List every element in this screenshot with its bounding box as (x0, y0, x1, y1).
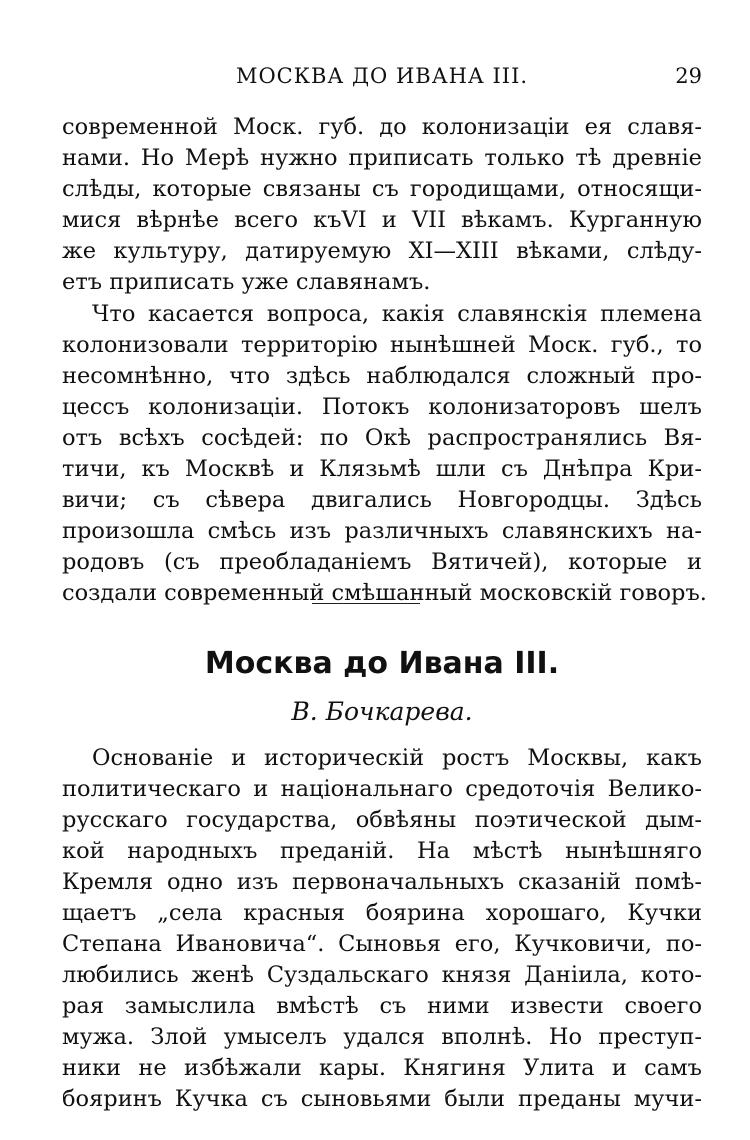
text-line: же культуру, датируемую XI—XIII вѣками, слѣду- (62, 238, 702, 264)
text-line: родовъ (съ преобладаніемъ Вятичей), которые и (62, 549, 702, 575)
running-title: МОСКВА ДО ИВАНА III. (235, 64, 529, 88)
text-line: етъ приписать уже славянамъ. (62, 269, 431, 295)
text-line: произошла смѣсь изъ различныхъ славянскихъ на- (62, 518, 702, 544)
text-line: Основаніе и историческій ростъ Москвы, какъ (92, 745, 702, 771)
section-divider (312, 603, 420, 604)
text-line: щаетъ „села красныя боярина хорошаго, Кучки (62, 900, 702, 926)
article-body (62, 743, 702, 1115)
text-line: рая замыслила вмѣстѣ съ ними извести своего (62, 993, 702, 1019)
text-line: колонизовали территорію нынѣшней Моск. губ., то (62, 332, 702, 358)
paragraph-founding (62, 743, 702, 1115)
text-line: русскаго государства, обвѣяны поэтической дым- (62, 807, 702, 833)
text-line: политическаго и національнаго средоточія Велико- (62, 776, 702, 802)
text-line: мужа. Злой умыселъ удался вполнѣ. Но преступ- (62, 1024, 702, 1050)
text-line: кой народныхъ преданій. На мѣстѣ нынѣшняго (62, 838, 702, 864)
text-line: Кремля одно изъ первоначальныхъ сказаній помѣ- (62, 869, 702, 895)
top-section (62, 112, 707, 609)
text-line: Что касается вопроса, какія славянскія племена (92, 301, 702, 327)
text-line: несомнѣнно, что здѣсь наблюдался сложный про- (62, 363, 702, 389)
text-line: любились женѣ Суздальскаго князя Даніила, кото- (62, 962, 702, 988)
article-title: Москва до Ивана III. (204, 646, 560, 681)
text-line: создали современный смѣшанный московскій говоръ. (62, 580, 707, 606)
text-line: тичи, къ Москвѣ и Клязьмѣ шли съ Днѣпра Кри- (62, 456, 702, 482)
text-line: современной Моск. губ. до колонизаціи ея славя- (62, 114, 702, 140)
article-author: В. Бочкарева. (291, 697, 473, 726)
text-line: слѣды, которые связаны съ городищами, относящи- (62, 176, 702, 202)
text-line: вичи; съ сѣвера двигались Новгородцы. Здѣсь (62, 487, 702, 513)
text-line: ники не избѣжали кары. Княгиня Улита и самъ (62, 1055, 702, 1081)
text-line: бояринъ Кучка съ сыновьями были преданы мучи- (62, 1086, 702, 1112)
text-line: нами. Но Мерѣ нужно приписать только тѣ древніе (62, 145, 702, 171)
text-line: отъ всѣхъ сосѣдей: по Окѣ распространялись Вя- (62, 425, 702, 451)
page-number: 29 (675, 64, 702, 88)
text-line: цессъ колонизаціи. Потокъ колонизаторовъ шелъ (62, 394, 702, 420)
paragraph-tribes (62, 299, 707, 609)
text-line: Степана Ивановича“. Сыновья его, Кучковичи, по- (62, 931, 702, 957)
text-line: мися вѣрнѣе всего къVI и VII вѣкамъ. Курганную (62, 207, 702, 233)
paragraph-continued (62, 112, 702, 298)
running-head (62, 62, 702, 94)
